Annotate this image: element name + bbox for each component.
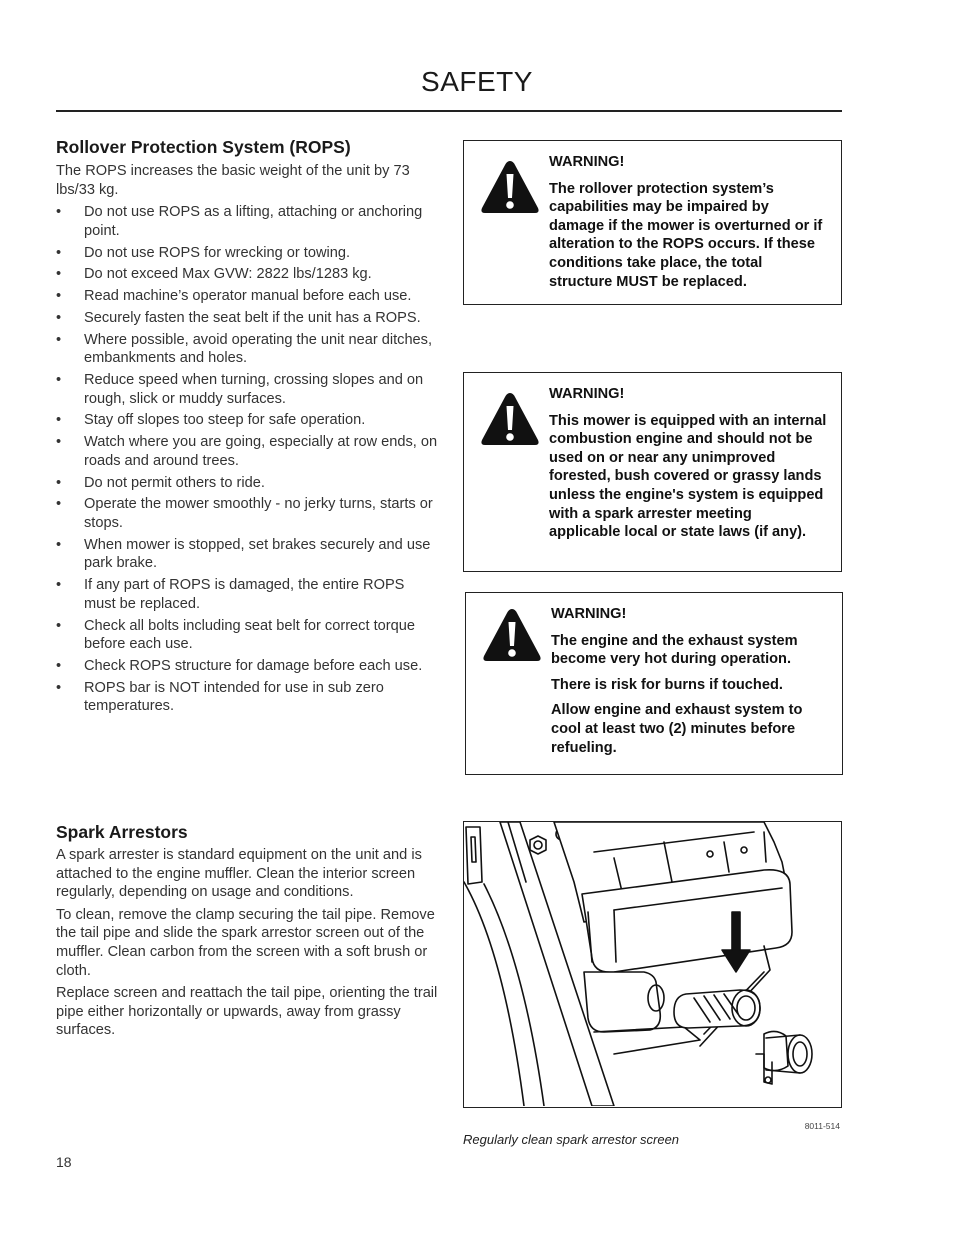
rops-bullet-list	[56, 203, 438, 716]
warning-title: WARNING!	[551, 606, 627, 622]
warning-box-spark-arrester	[463, 372, 842, 572]
figure-code: 8011-514	[804, 1121, 840, 1131]
list-item: • Do not permit others to ride.	[56, 474, 265, 491]
warning-triangle-icon	[480, 391, 540, 447]
spark-heading: Spark Arrestors	[56, 822, 188, 842]
rops-intro: The ROPS increases the basic weight of the unit by 73 lbs/33 kg.	[56, 163, 410, 198]
list-item: • Check ROPS structure for damage before each use.	[56, 657, 423, 674]
list-item: • Do not use ROPS as a lifting, attaching or anchoring point.	[56, 204, 423, 239]
list-item: • Read machine’s operator manual before each use.	[56, 288, 412, 305]
warning-triangle-icon	[480, 159, 540, 215]
list-item: • When mower is stopped, set brakes securely and use park brake.	[56, 536, 431, 572]
list-item: • Check all bolts including seat belt for correct torque before each use.	[56, 617, 415, 653]
spark-arrestor-illustration-icon	[464, 822, 840, 1106]
list-item: • Reduce speed when turning, crossing slopes and on rough, slick or muddy surfaces.	[56, 372, 424, 407]
warning-box-rops	[463, 140, 842, 305]
list-item: • Operate the mower smoothly - no jerky turns, starts or stops.	[56, 496, 433, 531]
warning-text: The rollover protection system’s capabilities may be impaired by damage if the mower is overturned or if alteration to the ROPS occurs. If these conditions take place, the total structure MUST be replaced.	[549, 180, 823, 290]
warning-title: WARNING!	[549, 154, 625, 170]
warning-text: This mower is equipped with an internal combustion engine and should not be used on or near any unimproved forested, bush covered or grassy lands unless the engine's system is equipped with a spark arrester meeting applicable local or state laws (if any).	[549, 412, 827, 541]
list-item: • Do not use ROPS for wrecking or towing.	[56, 244, 351, 261]
spark-paragraph: Replace screen and reattach the tail pipe, orienting the trail pipe either horizontally or upwards, away from grassy surfaces.	[56, 985, 438, 1039]
list-item: • Where possible, avoid operating the unit near ditches, embankments and holes.	[56, 331, 433, 367]
list-item: • Securely fasten the seat belt if the unit has a ROPS.	[56, 309, 421, 326]
figure-caption: Regularly clean spark arrestor screen	[463, 1132, 680, 1147]
list-item: • Watch where you are going, especially at row ends, on roads and around trees.	[56, 434, 438, 469]
warning-text: There is risk for burns if touched.	[551, 676, 783, 693]
page-title: SAFETY	[421, 66, 533, 97]
header-divider	[56, 110, 842, 112]
spark-arrestors-section	[56, 822, 438, 1044]
list-item: • Do not exceed Max GVW: 2822 lbs/1283 kg.	[56, 266, 372, 283]
list-item: • Stay off slopes too steep for safe operation.	[56, 412, 366, 429]
spark-arrestor-figure	[463, 821, 842, 1108]
page-number: 18	[56, 1154, 72, 1170]
list-item: • If any part of ROPS is damaged, the entire ROPS must be replaced.	[56, 577, 405, 612]
rops-heading: Rollover Protection System (ROPS)	[56, 137, 351, 157]
rops-section	[56, 137, 438, 719]
warning-title: WARNING!	[549, 386, 625, 402]
list-item: • ROPS bar is NOT intended for use in sub zero temperatures.	[56, 679, 384, 715]
spark-paragraph: A spark arrester is standard equipment on the unit and is attached to the engine muffler. Clean the interior screen regularly, depending on usage and conditions.	[56, 847, 422, 901]
warning-text: Allow engine and exhaust system to cool at least two (2) minutes before refueling.	[551, 702, 803, 756]
warning-triangle-icon	[482, 607, 542, 663]
warning-text: The engine and the exhaust system become very hot during operation.	[551, 632, 798, 668]
spark-paragraph: To clean, remove the clamp securing the tail pipe. Remove the tail pipe and slide the spark arrestor screen out of the muffler. Clean carbon from the screen with a soft brush or cloth.	[56, 906, 435, 979]
warning-box-hot-exhaust	[465, 592, 843, 775]
